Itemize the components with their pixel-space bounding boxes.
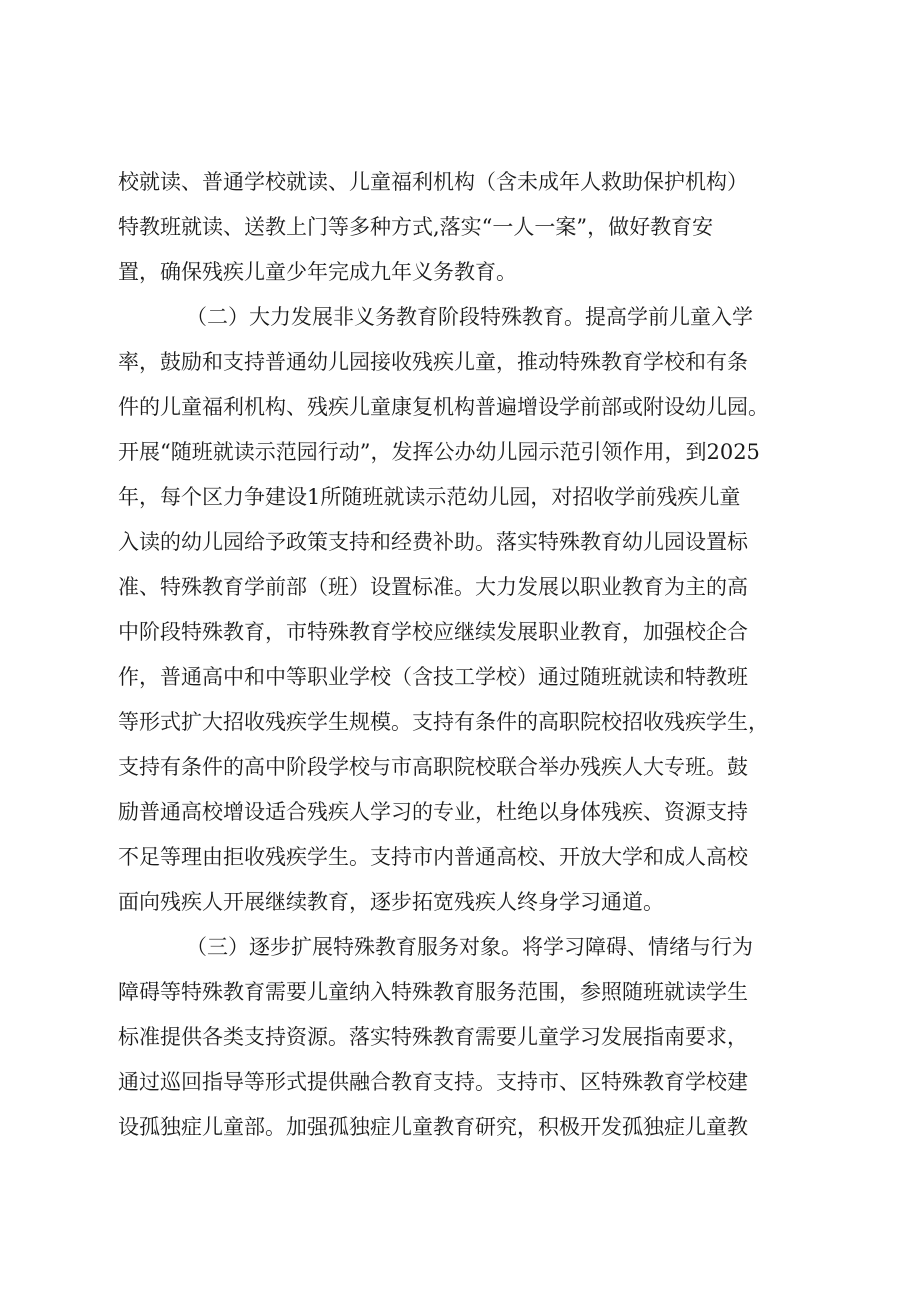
text-line: 开展“随班就读示范园行动”，发挥公办幼儿园示范引领作用，到2025 (118, 440, 760, 464)
text-line: 障碍等特殊教育需要儿童纳入特殊教育服务范围，参照随班就读学生 (118, 980, 748, 1004)
text-line: 特教班就读、送教上门等多种方式,落实“一人一案”，做好教育安 (118, 215, 714, 239)
text-line: 不足等理由拒收残疾学生。支持市内普通高校、开放大学和成人高校 (118, 845, 748, 869)
paragraph-heading-2: （二）大力发展非义务教育阶段特殊教育。提高学前儿童入学 (186, 305, 753, 329)
text-line: 校就读、普通学校就读、儿童福利机构（含未成年人救助保护机构） (118, 170, 748, 194)
text-line: 置，确保残疾儿童少年完成九年义务教育。 (118, 260, 517, 284)
text-line: 件的儿童福利机构、残疾儿童康复机构普遍增设学前部或附设幼儿园。 (118, 395, 769, 419)
text-line: 标准提供各类支持资源。落实特殊教育需要儿童学习发展指南要求， (118, 1025, 748, 1049)
text-line: 准、特殊教育学前部（班）设置标准。大力发展以职业教育为主的高 (118, 575, 748, 599)
text-line: 年，每个区力争建设1所随班就读示范幼儿园，对招收学前残疾儿童 (118, 485, 741, 509)
text-line: 通过巡回指导等形式提供融合教育支持。支持市、区特殊教育学校建 (118, 1070, 748, 1094)
paragraph-heading-3: （三）逐步扩展特殊教育服务对象。将学习障碍、情绪与行为 (186, 935, 753, 959)
text-line: 支持有条件的高中阶段学校与市高职院校联合举办残疾人大专班。鼓 (118, 755, 748, 779)
text-line: 中阶段特殊教育，市特殊教育学校应继续发展职业教育，加强校企合 (118, 620, 748, 644)
text-line: 设孤独症儿童部。加强孤独症儿童教育研究，积极开发孤独症儿童教 (118, 1115, 748, 1139)
text-line: 励普通高校增设适合残疾人学习的专业，杜绝以身体残疾、资源支持 (118, 800, 748, 824)
text-line: 等形式扩大招收残疾学生规模。支持有条件的高职院校招收残疾学生， (118, 710, 769, 734)
text-line: 入读的幼儿园给予政策支持和经费补助。落实特殊教育幼儿园设置标 (118, 530, 748, 554)
text-line: 作，普通高中和中等职业学校（含技工学校）通过随班就读和特教班 (118, 665, 748, 689)
text-line: 面向残疾人开展继续教育，逐步拓宽残疾人终身学习通道。 (118, 890, 664, 914)
text-line: 率，鼓励和支持普通幼儿园接收残疾儿童，推动特殊教育学校和有条 (118, 350, 748, 374)
